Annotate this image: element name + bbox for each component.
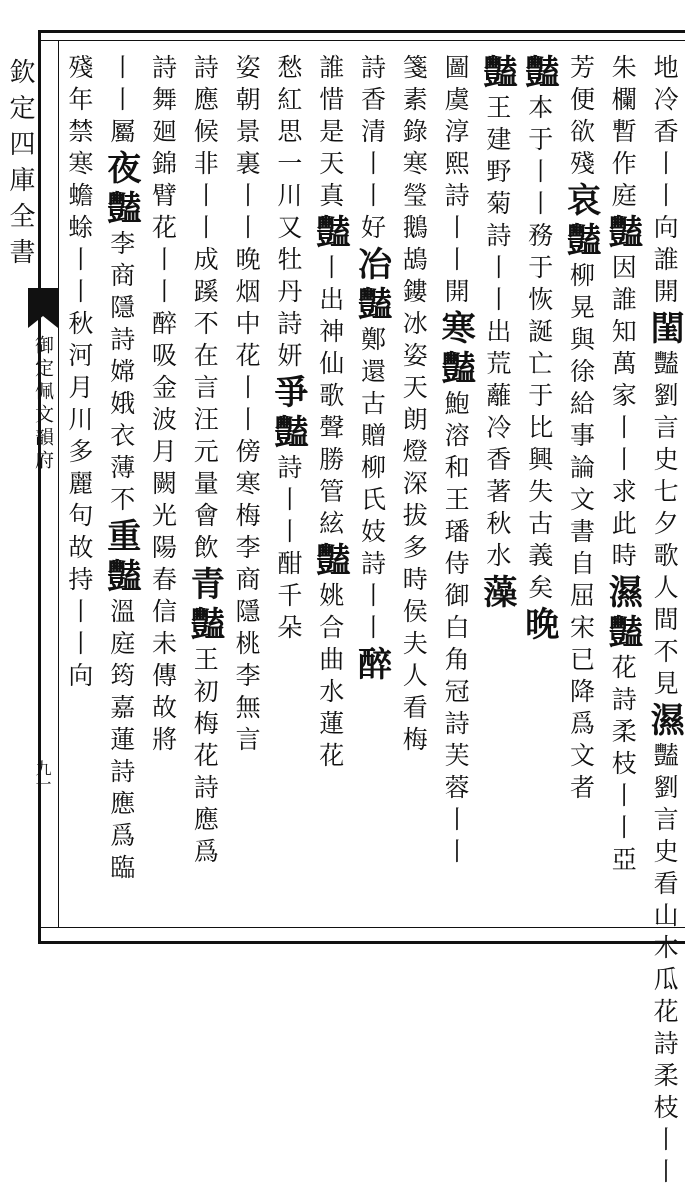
text-run: 姚合曲水蓮花: [315, 582, 345, 774]
text-run: 李商隱詩嫦娥衣薄不: [106, 230, 136, 518]
text-column: [184, 54, 225, 924]
text-run: 柳晃與徐給事論文書自屈宋已降爲文者: [566, 262, 596, 806]
headword: 豔: [309, 542, 350, 582]
text-run: 殘年: [64, 54, 94, 118]
headword: 豔: [602, 214, 643, 254]
text-run: 鄭還古贈柳氏妓詩丨丨: [357, 326, 387, 646]
text-run: 朱欄暫作庭: [608, 54, 638, 214]
headword: 閨: [644, 310, 685, 350]
headword: 豔: [100, 558, 141, 598]
text-run: 禁寒蟾蜍丨丨秋河月: [64, 118, 94, 406]
headword: 藻: [476, 574, 517, 614]
text-column: [435, 54, 476, 924]
text-column: [229, 54, 263, 924]
text-column: [146, 54, 180, 924]
text-run: 丨丨屬: [106, 54, 136, 150]
text-run: 鏤冰姿天朗燈深拔多時侯夫人看梅: [399, 278, 429, 758]
text-run: 丨出神仙歌聲勝管絃: [315, 254, 345, 542]
text-column: [267, 54, 308, 924]
text-run: 本于丨丨務于恢誕亡于比興失古義矣: [524, 94, 554, 606]
text-column: [62, 54, 96, 924]
text-column: [644, 54, 685, 1190]
text-run: 姿朝景裏丨丨晚烟中: [232, 54, 262, 342]
headword: 晚: [518, 606, 559, 646]
text-run: 川多麗句故持丨丨向: [64, 406, 94, 694]
text-run: 芳便欲殘: [566, 54, 596, 182]
text-run: 誰惜是天真: [315, 54, 345, 214]
text-run: 王建野菊詩丨丨出荒蘺冷香著秋水: [482, 94, 512, 574]
text-columns: [58, 40, 685, 1190]
text-run: 地冷香丨丨向誰開: [650, 54, 680, 310]
bottom-rule: [38, 927, 685, 928]
text-run: 陽春信未傳故將: [148, 534, 178, 758]
headword: 夜: [100, 150, 141, 190]
text-run: 鮑溶和王璠侍御白角冠詩芙蓉丨丨: [441, 390, 471, 870]
text-run: 箋素錄寒瑩鵝鴣: [399, 54, 429, 278]
headword: 青: [184, 566, 225, 606]
headword: 豔: [476, 54, 517, 94]
text-run: 詩應候非丨丨成蹊不在言汪元量會飲: [190, 54, 220, 566]
headword: 濕: [644, 702, 685, 742]
headword: 冶: [351, 246, 392, 286]
text-run: 愁紅思一川又牡丹詩妍: [273, 54, 303, 374]
text-column: [560, 54, 601, 924]
text-run: 詩舞廻錦臂花丨丨醉吸金波月闕光: [148, 54, 178, 534]
headword: 豔: [100, 190, 141, 230]
text-run: 王初梅花詩應爲: [190, 646, 220, 870]
headword: 豔: [351, 286, 392, 326]
text-run: 詩香清丨丨好: [357, 54, 387, 246]
text-column: [351, 54, 392, 924]
headword: 豔: [267, 414, 308, 454]
headword: 重: [100, 518, 141, 558]
text-run: 豔劉言史看山木瓜花詩柔枝丨丨: [650, 742, 680, 1190]
text-run: 花丨丨傍寒梅李商隱桃李無言: [232, 342, 262, 758]
text-run: 詩丨丨酣千朵: [273, 454, 303, 646]
headword: 濕: [602, 574, 643, 614]
text-run: 溫庭筠嘉蓮詩應爲臨: [106, 598, 136, 886]
headword: 豔: [184, 606, 225, 646]
gutter-collection-title: 欽定四庫全書: [5, 58, 35, 274]
text-run: 花詩柔枝丨丨亞: [608, 654, 638, 878]
text-column: [602, 54, 643, 924]
text-column: [100, 54, 141, 924]
text-column: [396, 54, 430, 924]
gutter-page-number: 九一: [33, 760, 52, 792]
headword: 哀: [560, 182, 601, 222]
headword: 豔: [309, 214, 350, 254]
headword: 豔: [560, 222, 601, 262]
headword: 豔: [602, 614, 643, 654]
headword: 醉: [351, 646, 392, 686]
text-run: 豔劉言史七夕歌人間不見: [650, 350, 680, 702]
headword: 寒: [435, 310, 476, 350]
text-column: [518, 54, 559, 924]
text-run: 圖虞淳熙詩丨丨開: [441, 54, 471, 310]
gutter-book-title: 御定佩文韻府: [32, 335, 54, 473]
text-column: [476, 54, 517, 924]
text-run: 因誰知萬家丨丨求此時: [608, 254, 638, 574]
headword: 豔: [435, 350, 476, 390]
headword: 豔: [518, 54, 559, 94]
text-column: [309, 54, 350, 924]
headword: 爭: [267, 374, 308, 414]
